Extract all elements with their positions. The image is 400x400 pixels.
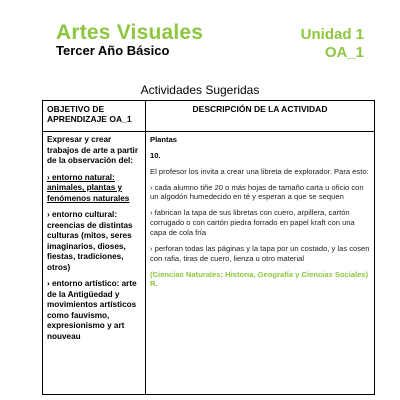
subject-links: (Ciencias Naturales; Historia, Geografía y Ciencias Sociales) R. <box>150 269 369 289</box>
natural-text: animales, plantas y fenómenos naturales <box>47 183 130 203</box>
artistic-text: arte de la Antigüedad y movimientos artísticos como fauvismo, expresionismo y art nouveau <box>47 279 137 341</box>
activity-cell <box>146 132 375 395</box>
activity-paragraph-1: El profesor los invita a crear una libreta de explorador. Para esto: <box>150 166 369 176</box>
objective-intro: Expresar y crear trabajos de arte a partir de la observación del: <box>47 135 139 165</box>
subject-title: Artes Visuales <box>56 21 204 44</box>
objective-artistic <box>47 279 141 342</box>
activity-step-2: › fabrican la tapa de sus libretas con cuero, arpillera, cartón corrugado o con cartón piedra forrado en papel kraft con una capa de cola fría <box>150 208 355 238</box>
cultural-label: › entorno cultural: <box>47 210 118 219</box>
activity-heading: Plantas <box>150 135 178 144</box>
objective-natural <box>47 173 141 205</box>
activity-table <box>42 100 375 395</box>
oa-label: OA_1 <box>324 44 364 61</box>
section-title: Actividades Sugeridas <box>140 83 260 97</box>
artistic-label: › entorno artístico: <box>47 279 120 288</box>
table-header-row <box>43 101 375 132</box>
activity-number: 10. <box>150 150 161 160</box>
grade-subtitle: Tercer Año Básico <box>56 43 170 58</box>
natural-label: › entorno natural: <box>47 172 115 182</box>
activity-step-1: › cada alumno tiñe 20 o más hojas de tamaño carta u oficio con un algodón humedecido en té y esperan a que se sequen <box>150 182 364 202</box>
activity-step-3: › perforan todas las páginas y la tapa por un costado, y las cosen con rafia, tiras de cuero, lienza u otro material <box>150 243 370 263</box>
unit-label: Unidad 1 <box>300 26 364 43</box>
objective-cultural <box>47 210 141 273</box>
cultural-text: creencias de distintas culturas (mitos, seres imaginarios, dioses, fiestas, tradiciones, otros) <box>47 220 133 272</box>
table-row <box>43 132 375 395</box>
description-column-header: DESCRIPCIÓN DE LA ACTIVIDAD <box>146 101 375 132</box>
document-header <box>0 0 400 70</box>
objective-cell <box>43 132 146 395</box>
objective-column-header: OBJETIVO DE APRENDIZAJE OA_1 <box>43 101 146 132</box>
